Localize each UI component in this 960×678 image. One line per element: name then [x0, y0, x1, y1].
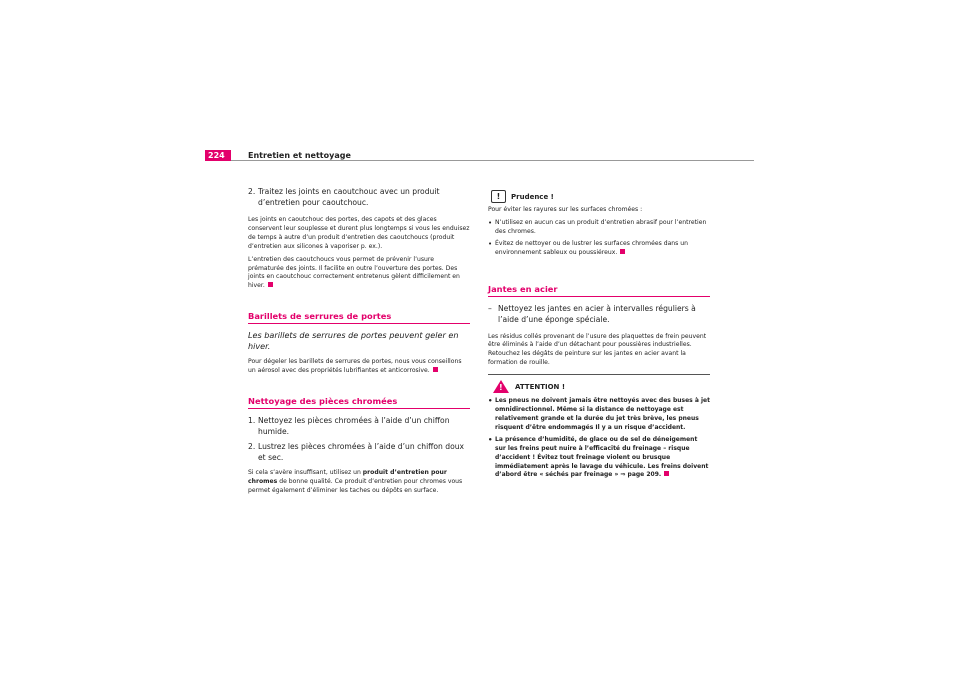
- warning-bullet: [488, 397, 710, 433]
- bullet-text-content: Évitez de nettoyer ou de lustrer les surfaces chromées dans un environnement sableux ou poussiéreux.: [495, 239, 689, 256]
- step-item: [488, 303, 710, 325]
- bold-term: produit d’entretien pour chromes: [248, 469, 447, 485]
- paragraph-text: L’entretien des caoutchoucs vous permet de prévenir l’usure prématurée des joints. Il facilite en outre l’ouverture des portes. Des joints en caoutchouc correctement entretenus gèlent difficilement en hiver.: [248, 255, 460, 290]
- step-text: Nettoyez les pièces chromées à l’aide d’un chiffon humide.: [258, 416, 450, 437]
- bullet-icon: •: [488, 239, 493, 248]
- step-item: [248, 441, 470, 463]
- notice-bullet: [488, 240, 710, 258]
- warning-box: [488, 374, 710, 480]
- notice-icon: !: [491, 190, 506, 203]
- section-subtitle: Les barillets de serrures de portes peuvent geler en hiver.: [248, 330, 459, 352]
- paragraph-text: Pour dégeler les barillets de serrures de portes, nous vous conseillons un aérosol avec des propriétés lubrifiantes et anticorrosive.: [248, 358, 462, 375]
- step-number: 1.: [248, 416, 256, 426]
- paragraph: [248, 469, 470, 496]
- step-item: [248, 186, 470, 208]
- step-number: 2.: [248, 187, 256, 196]
- bullet-icon: •: [488, 397, 493, 406]
- step-text: Nettoyez les jantes en acier à intervalles réguliers à l’aide d’une éponge spéciale.: [498, 303, 696, 324]
- bullet-text-content: La présence d’humidité, de glace ou de sel de déneigement sur les freins peut nuire à l’efficacité du freinage – risque d’accident ! Évitez tout freinage violent ou brusque immédiatement après le lavage du véhicule. Les freins doivent d’abord être « séchés par freinage » ⇒ page 209.: [495, 435, 709, 479]
- left-column: [248, 186, 470, 500]
- notice-header: [488, 190, 710, 203]
- warning-triangle-icon: [493, 380, 509, 393]
- bullet-icon: •: [488, 218, 493, 227]
- step-number: 2.: [248, 442, 256, 452]
- paragraph: Les résidus collés provenant de l’usure des plaquettes de frein peuvent être éliminés à l’aide d’un détachant pour poussières industrielles. Retouchez les dégâts de peinture sur les jantes en acier avant la formation de rouille.: [488, 332, 707, 367]
- paragraph: [248, 256, 470, 292]
- page-number: 224: [208, 151, 225, 160]
- warning-mark: !: [499, 383, 503, 393]
- paragraph-text: Si cela s’avère insuffisant, utilisez un: [248, 469, 363, 477]
- step-dash: –: [488, 303, 492, 313]
- warning-bullet: [488, 436, 710, 481]
- paragraph: Les joints en caoutchouc des portes, des capots et des glaces conservent leur souplesse et durent plus longtemps si vous les enduisez de temps à autre d’un produit d’entretien des caoutchoucs (produit d’entretien aux silicones à vaporiser p. ex.).: [248, 216, 470, 250]
- paragraph-text: de bonne qualité. Ce produit d’entretien pour chromes vous permet également d’éliminer les taches ou dépôts en surface.: [248, 477, 463, 494]
- step-text: Lustrez les pièces chromées à l’aide d’un chiffon doux et sec.: [258, 442, 465, 463]
- notice-intro: Pour éviter les rayures sur les surfaces chromées :: [488, 206, 643, 213]
- bullet-icon: •: [488, 435, 493, 444]
- paragraph: [248, 358, 470, 376]
- bullet-text: [495, 436, 710, 481]
- bullet-text: Les pneus ne doivent jamais être nettoyés avec des buses à jet omnidirectionnel. Même si la distance de nettoyage est relativement grande et la durée du jet très brève, les pneus risquent d’être endommagés Il y a un risque d’accident.: [495, 397, 710, 431]
- warning-title: ATTENTION !: [515, 382, 566, 391]
- header-divider: [231, 160, 754, 161]
- end-of-section-mark: [620, 249, 625, 254]
- section-title: Nettoyage des pièces chromées: [248, 396, 470, 409]
- end-of-section-mark: [268, 282, 273, 287]
- section-title: Barillets de serrures de portes: [248, 311, 470, 324]
- step-item: [248, 415, 470, 437]
- end-of-section-mark: [664, 471, 669, 476]
- notice-title: Prudence !: [511, 192, 554, 201]
- warning-header: [488, 380, 710, 393]
- notice-bullet: [488, 219, 710, 237]
- step-text: Traitez les joints en caoutchouc avec un produit d’entretien pour caoutchouc.: [258, 187, 440, 207]
- chapter-title: Entretien et nettoyage: [248, 151, 351, 160]
- section-title: Jantes en acier: [488, 284, 710, 297]
- bullet-text: [495, 240, 710, 258]
- bullet-text: N’utilisez en aucun cas un produit d’entretien abrasif pour l’entretien des chromes.: [495, 218, 707, 235]
- right-column: [488, 190, 710, 483]
- end-of-section-mark: [433, 367, 438, 372]
